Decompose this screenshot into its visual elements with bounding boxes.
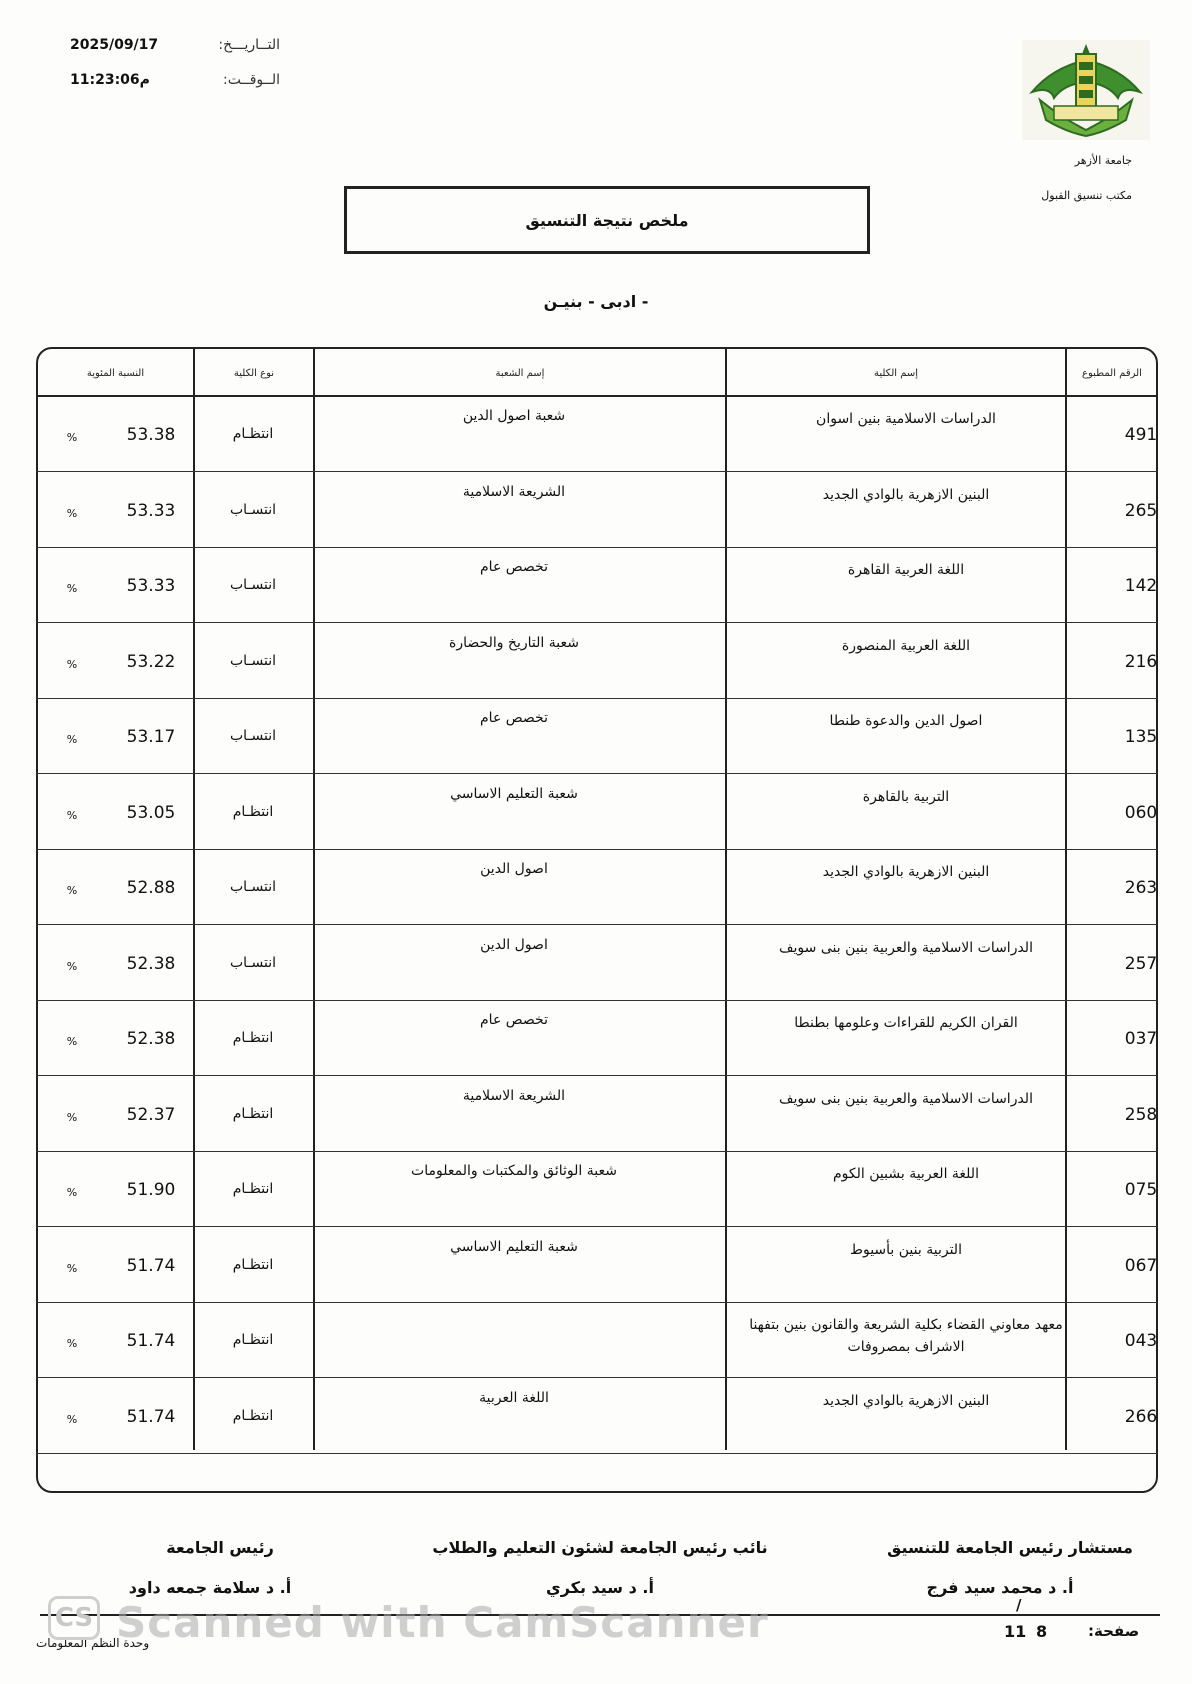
table-row: [36, 1303, 1158, 1378]
percent-sign: %: [66, 1110, 78, 1124]
page-total: 11: [1004, 1622, 1027, 1641]
branch-cell: اللغة العربية: [479, 1389, 549, 1406]
percent-cell: 53.33: [126, 576, 176, 596]
percent-sign: %: [66, 431, 78, 444]
branch-cell: شعبة الوثائق والمكتبات والمعلومات: [411, 1163, 617, 1179]
percent-sign: %: [66, 808, 78, 822]
college-cell: الدراسات الاسلامية والعربية بنين بنى سويف: [779, 1090, 1033, 1107]
time-label: الــوقــت:: [223, 72, 280, 88]
header-percent: النسبة المئوية: [86, 368, 145, 379]
signature-name-left: أ. د سلامة جمعه داود: [128, 1578, 292, 1597]
college-cell: التربية بنين بأسيوط: [850, 1241, 962, 1258]
branch-cell: شعبة التاريخ والحضارة: [449, 634, 579, 651]
code-cell: 265: [1124, 500, 1158, 521]
percent-cell: 52.88: [126, 878, 176, 898]
university-name: جامعة الأزهر: [1074, 154, 1132, 167]
percent-sign: %: [66, 1412, 78, 1426]
type-cell: انتظـام: [232, 1256, 274, 1273]
table-row: [36, 1077, 1158, 1152]
percent-cell: 52.38: [126, 1029, 176, 1049]
type-cell: انتظـام: [232, 1332, 274, 1348]
percent-sign: %: [66, 657, 78, 671]
college-cell: الدراسات الاسلامية والعربية بنين بنى سويف: [779, 939, 1033, 956]
table-row: [36, 397, 1158, 472]
table-row: [36, 1228, 1158, 1303]
table-row: [36, 1152, 1158, 1227]
college-cell: التربية بالقاهرة: [862, 788, 950, 805]
percent-sign: %: [66, 1035, 78, 1048]
type-cell: انتظـام: [232, 1030, 274, 1046]
college-cell: اللغة العربية المنصورة: [841, 637, 971, 654]
table-row: [36, 1379, 1158, 1454]
branch-cell: الشريعة الاسلامية: [462, 483, 566, 500]
percent-cell: 52.38: [126, 953, 176, 974]
percent-cell: 53.17: [126, 727, 176, 747]
college-cell: البنين الازهرية بالوادي الجديد: [822, 1392, 990, 1409]
college-cell: معهد معاوني القضاء بكلية الشريعة والقانون بنين بتفهنا الاشراف بمصروفات: [749, 1317, 1063, 1355]
branch-cell: الشريعة الاسلامية: [462, 1087, 566, 1104]
branch-cell: تخصص عام: [480, 710, 548, 726]
type-cell: انتظـام: [232, 803, 274, 820]
page-separator: /: [1016, 1596, 1022, 1614]
percent-cell: 53.05: [126, 802, 176, 823]
time-value: م11:23:06: [70, 72, 150, 88]
report-title-box: [344, 186, 870, 254]
report-title: ملخص نتيجة التنسيق: [525, 210, 689, 230]
college-cell: القران الكريم للقراءات وعلومها بطنطا: [794, 1015, 1018, 1031]
branch-cell: اصول الدين: [480, 861, 548, 877]
college-cell: اللغة العربية بشبين الكوم: [833, 1166, 979, 1182]
camscanner-logo-icon: [48, 1596, 100, 1640]
code-cell: 491: [1124, 425, 1158, 445]
date-value: 2025/09/17: [70, 37, 159, 53]
office-name: مكتب تنسيق القبول: [1041, 189, 1132, 202]
code-cell: 043: [1124, 1331, 1158, 1351]
percent-sign: %: [66, 884, 78, 897]
type-cell: انتسـاب: [229, 652, 277, 669]
college-cell: اللغة العربية القاهرة: [847, 562, 965, 578]
percent-cell: 51.74: [126, 1331, 176, 1351]
signature-title-right: مستشار رئيس الجامعة للتنسيق: [887, 1538, 1133, 1557]
table-row: [36, 926, 1158, 1001]
code-cell: 257: [1124, 953, 1158, 974]
signature-title-middle: نائب رئيس الجامعة لشئون التعليم والطلاب: [432, 1538, 768, 1557]
percent-sign: %: [66, 1186, 78, 1199]
header-college: إسم الكلية: [873, 368, 919, 379]
header-branch: إسم الشعبة: [495, 368, 545, 379]
percent-cell: 51.74: [126, 1255, 176, 1276]
type-cell: انتظـام: [232, 1105, 274, 1122]
date-label: التــاريـــخ:: [218, 37, 280, 53]
code-cell: 075: [1124, 1180, 1158, 1200]
college-cell: البنين الازهرية بالوادي الجديد: [822, 864, 990, 880]
code-cell: 266: [1124, 1406, 1158, 1427]
scan-watermark: Scanned with CamScanner: [116, 1598, 769, 1647]
page-label: صفحة:: [1088, 1622, 1140, 1640]
branch-cell: اصول الدين: [480, 936, 548, 953]
percent-sign: %: [66, 506, 78, 520]
percent-cell: 52.37: [126, 1104, 176, 1125]
code-cell: 142: [1124, 576, 1158, 596]
signature-name-right: أ. د محمد سيد فرج: [926, 1578, 1074, 1597]
code-cell: 258: [1124, 1104, 1158, 1125]
row-divider: [36, 1453, 1158, 1454]
table-row: [36, 1001, 1158, 1076]
type-cell: انتسـاب: [229, 728, 277, 744]
percent-cell: 51.90: [126, 1180, 176, 1200]
table-row: [36, 548, 1158, 623]
table-row: [36, 850, 1158, 925]
type-cell: انتظـام: [232, 1181, 274, 1197]
percent-cell: 53.33: [126, 500, 176, 521]
percent-cell: 53.38: [126, 425, 176, 445]
branch-cell: شعبة اصول الدين: [462, 408, 566, 424]
code-cell: 135: [1124, 727, 1158, 747]
header-type: نوع الكلية: [233, 368, 275, 379]
college-cell: الدراسات الاسلامية بنين اسوان: [816, 411, 996, 427]
code-cell: 263: [1124, 878, 1158, 898]
page-current: 8: [1036, 1622, 1048, 1641]
signature-title-left: رئيس الجامعة: [166, 1538, 274, 1557]
type-cell: انتظـام: [232, 1407, 274, 1424]
camscanner-logo-text: CS: [54, 1603, 94, 1633]
code-cell: 060: [1124, 802, 1158, 823]
percent-sign: %: [66, 1337, 78, 1350]
percent-sign: %: [66, 582, 78, 595]
signature-name-middle: أ. د سيد بكري: [546, 1578, 654, 1597]
branch-cell: تخصص عام: [480, 1012, 548, 1028]
branch-cell: تخصص عام: [480, 559, 548, 575]
code-cell: 067: [1124, 1255, 1158, 1276]
branch-cell: شعبة التعليم الاساسي: [450, 785, 578, 802]
college-cell: البنين الازهرية بالوادي الجديد: [822, 486, 990, 503]
report-subtitle: - ادبى - بنيـن: [543, 292, 649, 311]
code-cell: 037: [1124, 1029, 1158, 1049]
table-row: [36, 775, 1158, 850]
table-row: [36, 699, 1158, 774]
unit-name: وحدة النظم المعلومات: [36, 1636, 150, 1650]
type-cell: انتسـاب: [229, 577, 277, 593]
header-code: الرقم المطبوع: [1082, 368, 1142, 379]
college-cell: اصول الدين والدعوة طنطا: [829, 713, 983, 729]
type-cell: انتسـاب: [229, 954, 277, 971]
percent-cell: 51.74: [126, 1406, 176, 1427]
table-row: [36, 624, 1158, 699]
type-cell: انتظـام: [232, 426, 274, 442]
time-row: [60, 72, 280, 94]
percent-sign: %: [66, 733, 78, 746]
percent-sign: %: [66, 1261, 78, 1275]
code-cell: 216: [1124, 651, 1158, 672]
percent-cell: 53.22: [126, 651, 176, 672]
table-row: [36, 473, 1158, 548]
date-row: [60, 37, 280, 59]
type-cell: انتسـاب: [229, 501, 277, 518]
university-logo-icon: [1022, 40, 1150, 140]
percent-sign: %: [66, 959, 78, 973]
type-cell: انتسـاب: [229, 879, 277, 895]
branch-cell: شعبة التعليم الاساسي: [450, 1238, 578, 1255]
